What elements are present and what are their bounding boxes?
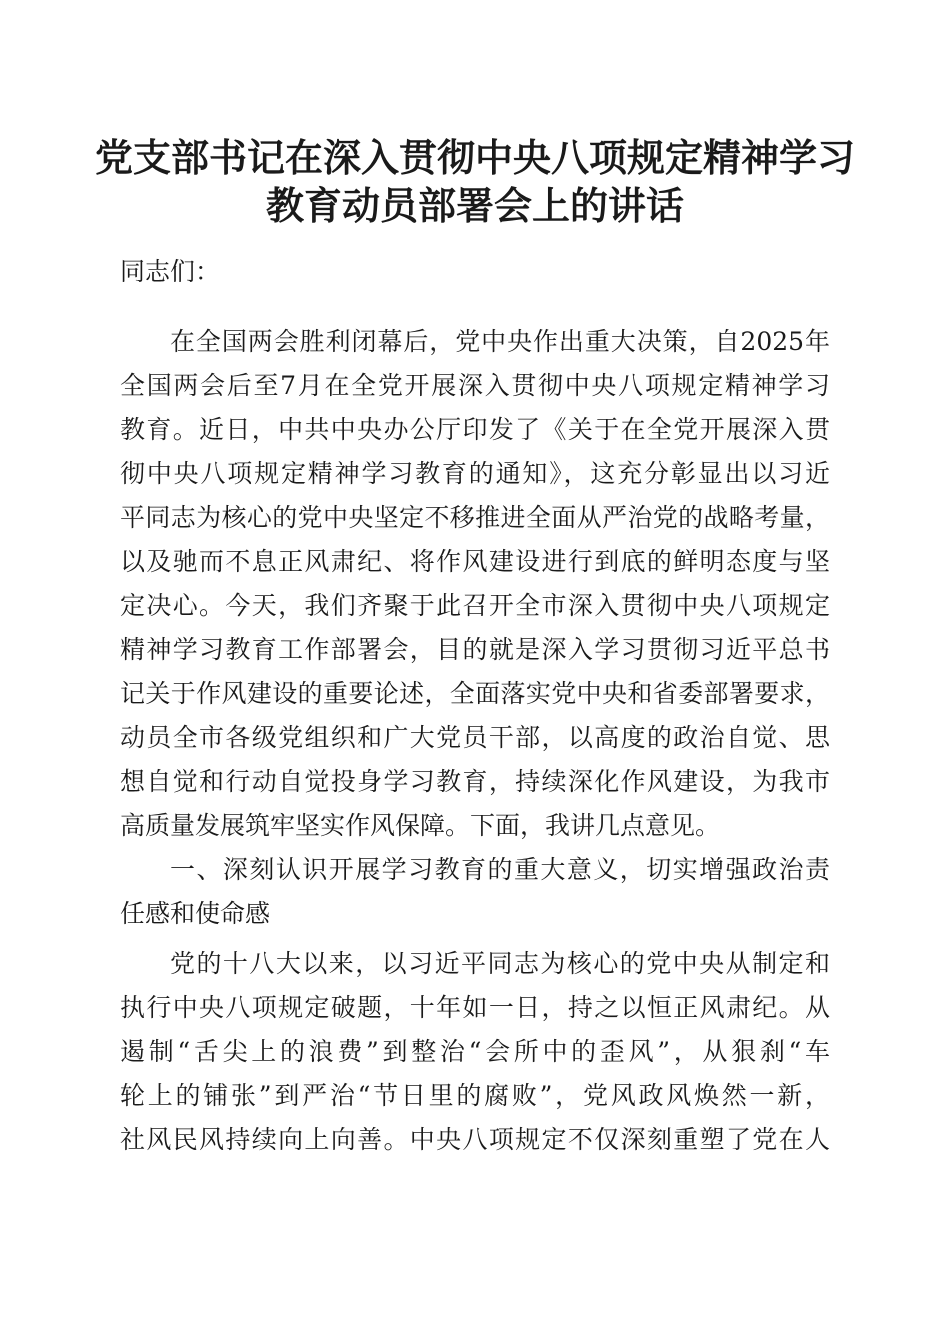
paragraph-2-line: 社风民风持续向上向善。中央八项规定不仅深刻重塑了党在人 bbox=[120, 1125, 830, 1154]
paragraph-1-line: 定决心。今天，我们齐聚于此召开全市深入贯彻中央八项规定 bbox=[120, 591, 830, 620]
paragraph-1-line: 动员全市各级党组织和广大党员干部，以高度的政治自觉、思 bbox=[120, 723, 830, 752]
paragraph-2-line: 轮上的铺张”到严治“节日里的腐败”，党风政风焕然一新， bbox=[120, 1081, 830, 1110]
paragraph-2-line: 遏制“舌尖上的浪费”到整治“会所中的歪风”，从狠刹“车 bbox=[120, 1037, 830, 1066]
paragraph-2-line: 党的十八大以来，以习近平同志为核心的党中央从制定和 bbox=[170, 949, 830, 978]
paragraph-1-line: 以及驰而不息正风肃纪、将作风建设进行到底的鲜明态度与坚 bbox=[120, 547, 830, 576]
paragraph-1-line: 精神学习教育工作部署会，目的就是深入学习贯彻习近平总书 bbox=[120, 635, 830, 664]
paragraph-1-line: 想自觉和行动自觉投身学习教育，持续深化作风建设，为我市 bbox=[120, 767, 830, 796]
paragraph-1-line: 教育。近日，中共中央办公厅印发了《关于在全党开展深入贯 bbox=[120, 415, 830, 444]
paragraph-1-line: 高质量发展筑牢坚实作风保障。下面，我讲几点意见。 bbox=[120, 811, 721, 840]
salutation: 同志们： bbox=[120, 257, 221, 286]
paragraph-2-line: 执行中央八项规定破题，十年如一日，持之以恒正风肃纪。从 bbox=[120, 993, 830, 1022]
document-title-line-2: 教育动员部署会上的讲话 bbox=[265, 183, 684, 228]
section-heading-1-line: 一、深刻认识开展学习教育的重大意义，切实增强政治责 bbox=[170, 855, 830, 884]
section-heading-1-line: 任感和使命感 bbox=[120, 899, 271, 928]
paragraph-1-line: 平同志为核心的党中央坚定不移推进全面从严治党的战略考量， bbox=[120, 503, 830, 532]
paragraph-1-line: 全国两会后至7月在全党开展深入贯彻中央八项规定精神学习 bbox=[120, 371, 830, 400]
paragraph-1-line: 彻中央八项规定精神学习教育的通知》，这充分彰显出以习近 bbox=[120, 459, 830, 488]
paragraph-1-line: 记关于作风建设的重要论述，全面落实党中央和省委部署要求， bbox=[120, 679, 830, 708]
paragraph-1-line: 在全国两会胜利闭幕后，党中央作出重大决策，自2025年 bbox=[170, 327, 830, 356]
document-title-line-1: 党支部书记在深入贯彻中央八项规定精神学习 bbox=[94, 135, 855, 180]
